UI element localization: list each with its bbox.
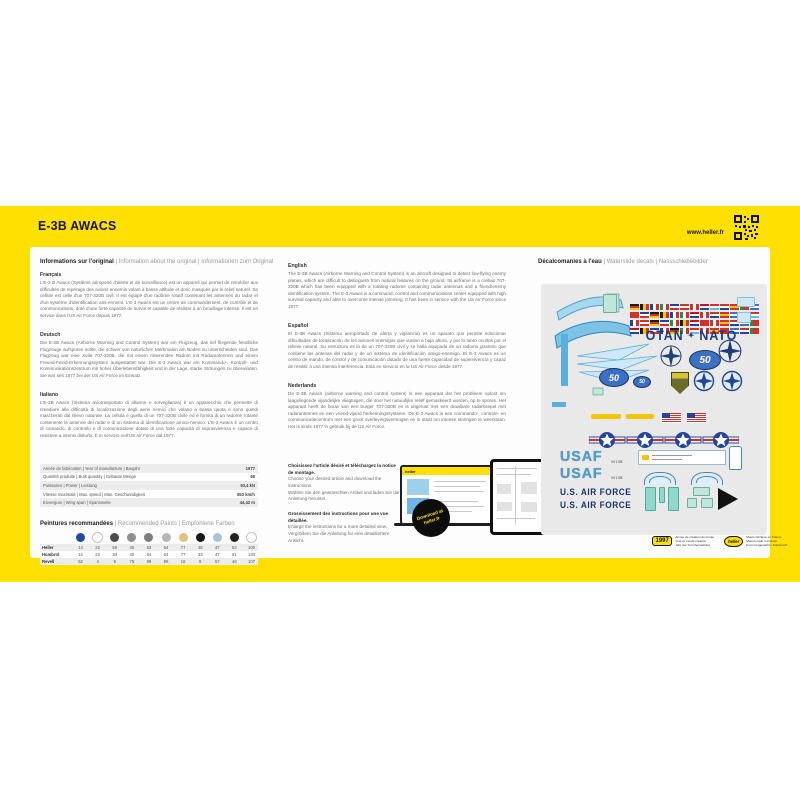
download-line-de: Wählen Sie den gewünschten Artikel und laden Sie die Anleitung herunter. xyxy=(288,489,400,502)
info-heading-rest: | Information about the original | Informationen zum Original xyxy=(113,259,274,265)
lang-body: L'E-3 B Awacs (Système aéroporté d'alerte et de surveillance) est un appareil qui permet de remédier aux difficultés de repérage des avions ennemis volant à basse altitude et donc masqués par le relief naturel. Sa cellule est celle d'un 707-320B civil. Il est équipé d'un radôme rotatif contenant les antennes du radar et d'un système d'identification ami-ennemi. L'E-3 Awacs est un centre de commandement, de contrôle et de communications, doté d'une forte capacité de survie et capable de résister à un brouillage intense. Il est en service dans l'US Air Force depuis 1977. xyxy=(40,280,258,318)
info-section-nederlands xyxy=(288,383,506,430)
fifty-label: 50 xyxy=(639,379,645,385)
lang-body: De E-3B Awacs (airborne warning and control system) is een apparaat dat het probleem oplost om laagvliegende vijandelijke vliegtuigen, die door het natuurlijke reliëf gemaskeerd worden, op te sporen. Het apparaat heeft de bouw van een burger 707-320B en is uitgerust met een draaibare radarkoepel met radarantennes en een vriend-vijand herkenningssysteem. De E-3 Awacs is een commando-, controle- en communicatiecentrum met een groot overlevingsvermogen en in staat om intense storingen te weerstaan. Het is sinds 1977 in gebruik bij de US Air Force. xyxy=(288,391,506,429)
laptop-brand-logo: heller xyxy=(405,469,416,474)
nato-text: NATO xyxy=(699,328,738,343)
paint-code: 14 xyxy=(78,545,83,550)
made-in-france-lines xyxy=(746,535,787,548)
paint-code: 57 xyxy=(214,559,220,564)
usaf-decal-text: USAF xyxy=(560,448,603,465)
lang-body: The E-3B Awacs (Airborne Warning and Control System) is an aircraft designed to detect low-flying enemy planes, which are difficult to distinguish from natural features on the ground. Its airframe is a civilian 707-320B which has been equipped with a rotating radome containing radar antennas and a friend/enemy identification system. The E-3 Awacs is a command, control and communications center equipped with high survival capacity and able to overcome intense jamming. It has been in service with the US Air Force since 1977. xyxy=(288,271,506,309)
paint-code: 64 xyxy=(163,552,169,557)
paint-code: 130 xyxy=(247,552,255,557)
paint-code: 53 xyxy=(146,545,152,550)
enlarge-line-fr: Grossissement des instructions pour une vue détaillée. xyxy=(288,510,389,523)
spec-value: 44,42 m xyxy=(239,500,255,506)
info-column-left xyxy=(40,259,274,564)
serial-code-decal: 0013B xyxy=(611,476,623,480)
download-line-en: Choose your desired article and download the instructions. xyxy=(288,476,382,488)
brand-url: www.heller.fr xyxy=(686,230,724,236)
paint-code: 91 xyxy=(232,552,237,557)
spec-row xyxy=(40,498,258,507)
thumbnail-image xyxy=(407,479,429,495)
compass-rose-decal xyxy=(693,370,715,392)
paint-code: 14 xyxy=(78,552,83,557)
footer-logos xyxy=(652,535,787,548)
made-line-de: Form hergestellt in Frankreich xyxy=(746,543,788,548)
decal-chip xyxy=(693,487,710,496)
paints-heading-fr: Peintures recommandées xyxy=(40,521,114,527)
spec-row xyxy=(40,464,258,473)
decal-chip xyxy=(737,312,751,323)
paint-brand-row xyxy=(40,551,258,558)
usaf-decal-text: USAF xyxy=(560,465,603,482)
paint-code: 64 xyxy=(146,552,152,557)
heller-brand-badge: heller xyxy=(724,536,743,547)
us-flag-decal xyxy=(662,413,681,423)
nato-50-badge xyxy=(599,368,629,387)
paint-code: 54 xyxy=(163,545,169,550)
lang-body: L'E-3B Awacs (Sistema aviotrasportato di allarme e sorveglianza) è un apparecchio che permette di rimediare alle difficoltà di localizzazione degli aerei nemici che volano a bassa quota e sono quindi mascherati dal rilievo naturale. La cellula è quella di un 707-320B civile ed è fornita di un radome rotante contenente le antenne del radar e di un sistema di identificazione amico-nemico. L'E-3 Awacs è un centro di comando, di controllo e di comunicazione dotato di una forte capacità di sopravvivenza e capace di resistere a intensi disturbi. È in servizio nell'US Air Force dal 1977. xyxy=(40,400,258,438)
download-badge-label: Download at heller.fr xyxy=(416,508,444,526)
made-line-en: Mould made in France xyxy=(746,539,778,544)
paint-code: 47 xyxy=(214,552,220,557)
info-section-deutsch xyxy=(40,332,258,379)
decal-sheet xyxy=(541,284,767,535)
device-illustration xyxy=(398,459,548,537)
spec-label: Puissance | Power | Leistung xyxy=(43,482,97,488)
walkway-arc-decal xyxy=(644,472,676,485)
spec-label: Vitesse maximale | Max. speed | Max. Geschwindigkeit xyxy=(43,491,145,497)
download-line-fr: Choisissez l'article désiré et téléchargez la notice de montage. xyxy=(288,463,396,475)
spec-label: Année de fabrication | Year of manufacture | Baujahr xyxy=(43,465,141,471)
walkway-arc-decal xyxy=(691,472,723,485)
decals-heading xyxy=(538,259,764,265)
black-arrow-decal xyxy=(718,488,738,510)
paint-swatch xyxy=(144,533,153,542)
us-air-force-decal-text: U.S. AIR FORCE xyxy=(560,500,632,510)
info-section-english xyxy=(288,263,506,310)
spec-row xyxy=(40,481,258,490)
enlarge-line-en: Enlarge the instructions for a more detailed view. xyxy=(288,524,388,530)
paint-brand-row xyxy=(40,558,258,565)
paint-code: 40 xyxy=(129,552,135,557)
paint-code: 40 xyxy=(129,545,135,550)
info-heading-fr: Informations sur l'original xyxy=(40,259,114,265)
paint-code: 46 xyxy=(232,559,237,564)
made-in-france-logo xyxy=(724,535,787,548)
paint-code: 4 xyxy=(96,559,99,564)
paint-code: 100 xyxy=(247,545,255,550)
decal-chip xyxy=(687,498,697,508)
info-heading xyxy=(40,259,274,265)
paint-swatch xyxy=(127,533,136,542)
paints-heading xyxy=(40,521,235,527)
paint-swatch xyxy=(246,532,257,543)
paint-code: 52 xyxy=(78,559,83,564)
download-instructions-block xyxy=(288,463,400,544)
paint-code: 75 xyxy=(129,559,135,564)
decal-chip xyxy=(645,487,656,511)
paint-swatch xyxy=(230,533,239,542)
paint-brand-label: Humbrol xyxy=(42,552,60,557)
bottle-decal xyxy=(729,446,742,470)
decals-heading-rest: | Waterslide decals | Nassschiebebilder xyxy=(601,259,708,265)
paint-table xyxy=(40,531,258,565)
spec-value: 853 km/h xyxy=(237,491,255,497)
paint-code: 48 xyxy=(197,545,203,550)
paint-brand-row xyxy=(40,544,258,551)
spec-value: 93,4 kN xyxy=(240,482,255,488)
spec-row xyxy=(40,490,258,499)
spec-value: 68 xyxy=(250,474,255,480)
paints-heading-rest: | Recommended Paints | Empfohlene Farben xyxy=(113,521,235,527)
paint-code: 99 xyxy=(163,559,169,564)
nato-star-separator-icon: ✦ xyxy=(687,331,696,340)
paint-code: 77 xyxy=(180,552,186,557)
info-section-italiano xyxy=(40,392,258,439)
mould-year-logo xyxy=(652,535,714,548)
data-placard-decal xyxy=(638,450,726,465)
us-flag-decal xyxy=(687,413,706,423)
paint-code: 33 xyxy=(197,552,203,557)
otan-text: OTAN xyxy=(645,328,684,343)
paint-brand-label: Revell xyxy=(42,559,55,564)
decals-heading-fr: Décalcomanies à l'eau xyxy=(538,259,602,265)
made-line-fr: Moule fabriqué en France xyxy=(746,535,782,539)
lang-label: Deutsch xyxy=(40,332,61,339)
paint-code: 77 xyxy=(180,545,186,550)
lang-body: El E-3B Awacs (Sistema aeroportado de alerta y vigilancia) es un aparato que permite solucionar dificultades de localización de los aviones enemigos que vuelan a baja altura, y por lo tanto ocultos por el relieve natural. Su estructura es la de un 707-320B civil y se halla equipada de un radomo giratorio que contiene las antenas del radar y de un sistema de identificación amigo-enemigo. El E-3 Awacs es un centro de mando, de control y de comunicación dotado de una fuerte capacidad de supervivencia y capaz de resistir a una intensa interferencia. Está en servicio en la US Air Force desde 1977. xyxy=(288,331,506,369)
fifty-label: 50 xyxy=(699,354,711,366)
decal-chip xyxy=(603,294,617,313)
paint-swatch-row xyxy=(40,531,258,544)
mould-year-badge: 1997 xyxy=(652,536,672,546)
paint-swatch xyxy=(179,533,188,542)
enlarge-line-de: Vergrößern Sie die Anleitung für eine detailliertere Ansicht. xyxy=(288,530,390,543)
usaf-roundel-decals xyxy=(589,430,739,450)
info-section-espanol xyxy=(288,323,506,370)
tablet-screen xyxy=(490,459,548,535)
lang-label: Español xyxy=(288,323,309,330)
paint-brand-label: Heller xyxy=(42,545,54,550)
paint-swatch xyxy=(92,532,103,543)
mould-year-line-de: Jahr der Formherstellung xyxy=(675,543,710,548)
serial-code-decal: 0013B xyxy=(611,460,623,464)
lang-label: Nederlands xyxy=(288,383,317,390)
paint-swatch xyxy=(196,533,205,542)
spec-value: 1977 xyxy=(245,465,255,471)
lang-label: Italiano xyxy=(40,392,59,399)
decal-chip xyxy=(659,487,665,503)
lang-label: Français xyxy=(40,272,62,278)
paint-code: 58 xyxy=(112,545,118,550)
mould-year-line-fr: Année de création du moule xyxy=(675,535,715,539)
page-title: E-3B AWACS xyxy=(38,218,117,233)
decal-chip xyxy=(701,498,713,508)
content-panel xyxy=(30,247,788,564)
yellow-bar-decal xyxy=(626,414,654,419)
compass-rose-decal xyxy=(721,370,743,392)
nato-50-badge xyxy=(689,350,721,370)
download-badge xyxy=(412,499,450,537)
decals-column xyxy=(538,259,764,510)
qr-code-icon xyxy=(733,214,760,241)
paint-swatch xyxy=(76,533,85,542)
paint-code: 22 xyxy=(95,552,100,557)
paint-code: 9 xyxy=(199,559,202,564)
paint-code: 16 xyxy=(180,559,186,564)
mould-year-lines xyxy=(675,535,714,548)
paint-swatch xyxy=(162,533,171,542)
fifty-label: 50 xyxy=(608,372,619,383)
paint-code: 9 xyxy=(113,559,116,564)
mould-year-line-en: Year of mould creation xyxy=(675,539,707,544)
paint-swatch xyxy=(213,533,222,542)
spec-table xyxy=(40,464,258,507)
spec-label: Envergure | Wing span | Spannweite xyxy=(43,500,111,506)
decal-chip xyxy=(668,487,679,511)
nato-50-badge-small xyxy=(633,376,651,388)
spec-row xyxy=(40,473,258,482)
paint-code: 33 xyxy=(112,552,118,557)
decal-chip xyxy=(737,297,755,307)
yellow-band xyxy=(0,206,800,582)
nato-star-decal xyxy=(659,344,683,368)
info-section-francais xyxy=(40,272,258,319)
us-air-force-decal-text: U.S. AIR FORCE xyxy=(560,487,632,497)
info-column-right xyxy=(288,263,506,543)
paint-code: 22 xyxy=(95,545,100,550)
paint-code: 53 xyxy=(232,545,237,550)
lang-body: Die E-3B Awacs (Airborne Warning and Control System) war ein Flugzeug, das tief fliegende feindliche Flugzeuge aufspüren sollte, die schwer von natürlichen Merkmalen am Boden zu unterscheiden sind. Das Flugzeug war eine zivile 707-320B, die mit einem rotierenden Radom mit Radarantennen und einem Freund-Feind-Erkennungssystem ausgestattet war. Die E-3 Awacs war ein Kommando-, Kontroll- und Kommunikationszentrum mit hoher Überlebensfähigkeit und in der Lage, starke Störungen zu überwinden. Sie war seit 1977 bei der US Air Force im Einsatz. xyxy=(40,340,258,378)
paint-code: 47 xyxy=(214,545,220,550)
paint-swatch xyxy=(110,533,119,542)
paint-code: 107 xyxy=(247,559,255,564)
yellow-bar-decal xyxy=(591,414,621,419)
spec-label: Quantité produite | Built quantity | Gebaute Menge xyxy=(43,474,136,480)
laptop-header-bar xyxy=(402,467,498,475)
lang-label: English xyxy=(288,263,307,269)
paint-code: 99 xyxy=(146,559,152,564)
